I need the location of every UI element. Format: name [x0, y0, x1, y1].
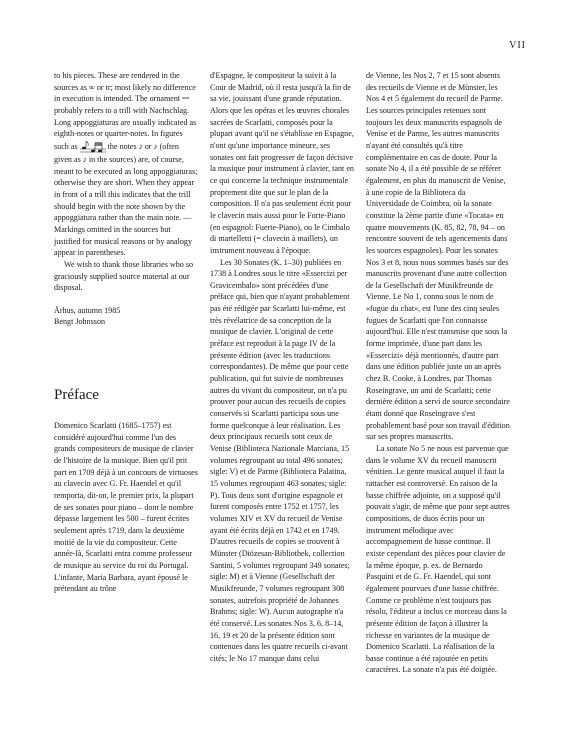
- column-right: [366, 70, 510, 676]
- appoggiatura-figure-notation: [80, 140, 106, 154]
- french-paragraph-sonata-5: La sonate No 5 ne nous est parvenue que dans le volume XV du recueil manuscrit vénitien. Le genre musical auquel il faut la rattacher est controversé. En raison de la basse chiffrée adjointe, on a supposé qu'il pouvait s'agir, de même que pour sept autres compositions, de duos écrits pour un instrument mélodique avec accompagnement de basse continue. Il existe cependant des pièces pour clavier de la même époque, p. ex. de Bernardo Pasquini et de G. Fr. Haendel, qui sont également pourvues d'une basse chiffrée. Comme ce problème n'est toujours pas résolu, l'éditeur a inclus ce morceau dans la présente édition de façon à illustrer la richesse en variantes de la musique de Domenico Scarlatti. La réalisation de la basse continue a été rajoutée en petits caractères. La sonate n'a pas été doigtée.: [366, 444, 510, 675]
- signature-name: Bengt Johnsson: [54, 317, 106, 327]
- english-text-part-1: to his pieces. These are rendered in the sources as ∞ or tr; most likely no difference in execution is intended. The ornament ꟷ probably refers to a trill with Nachschlag. Long appoggiaturas are usually indicated as eighth-notes or quarter-notes. In figures such as: [54, 71, 197, 151]
- english-paragraph-thanks: We wish to thank those libraries who so graciously supplied source material at our disposal.: [54, 259, 194, 293]
- column-left: [54, 70, 198, 595]
- english-paragraph-ornaments: [54, 70, 198, 259]
- english-text-part-2: the notes ♪ or ♪ (often given as ♪ in the sources) are, of course, meant to be executed as long appoggiaturas; otherwise they are short. When they appear in front of a trill this indicates that the trill should begin with the note shown by the appoggiatura rather than the main note. — Markings omitted in the sources but justified for musical reasons or by analogy appear in parentheses.: [54, 141, 198, 258]
- page-number: VII: [509, 40, 526, 51]
- french-paragraph-sources: Les 30 Sonates (K. 1–30) publiées en 1738 à Londres sous le titre «Essercizi per Gravicembalo» sont précédées d'une préface qui, bien que n'ayant probablement pas été rédigée par Scarlatti lui-même, est très révélatrice de sa conception de la musique de clavier. L'original de cette préface est reproduit à la page IV de la présente édition (avec les traductions correspondantes). De même que pour cette publication, qui fut suivie de nombreuses autres du vivant du compositeur, on n'a pu prouver pour aucun des recueils de copies conservés si Scarlatti participa sous une forme quelconque à leur réalisation. Les deux principaux recueils sont ceux de Venise (Biblioteca Nazionale Marciana, 15 volumes regroupant au total 496 sonates; sigle: V) et de Parme (Biblioteca Palatina, 15 volumes regroupant 463 sonates; sigle: P). Tous deux sont d'origine espagnole et furent composés entre 1752 et 1757, les volumes XIV et XV du recueil de Venise ayant été écrits déjà en 1742 et en 1749. D'autres recueils de copies se trouvent à Münster (Diözesan-Bibliothek, collection Santini, 5 volumes regroupant 349 sonates; sigle: M) et à Vienne (Gesellschaft der Musikfreunde, 7 volumes regroupant 308 sonates, autrefois propriété de Johannes Brahms; sigle: W). Aucun autographe n'a été conservé. Les sonates Nos 3, 6, 8–14, 16, 19 et 20 de la présente édition sont contenues dans les quatre recueils ci-avant cités; le No 17 manque dans celui: [210, 257, 350, 663]
- french-paragraph-madrid: d'Espagne, le compositeur la suivit à la Cour de Madrid, où il resta jusqu'à la fin de sa vie, jouissant d'une grande réputation. Alors que les opéras et les œuvres chorales sacrées de Scarlatti, composés pour la plupart avant qu'il ne s'établisse en Espagne, n'ont qu'une importance mineure, ses sonates ont fait progresser de façon décisive la musique pour instrument à clavier, tant en ce qui concerne la technique instrumentale proprement dite que sur le plan de la composition. Il n'a pas seulement écrit pour le clavecin mais aussi pour le Forte-Piano (en espagnol: Fuerte-Piano), ou le Cimbalo di martelletti (= clavecin à maillets), un instrument nouveau à l'époque.: [210, 71, 354, 255]
- signature-place-date: Århus, autumn 1985: [54, 305, 121, 315]
- french-paragraph-intro: Domenico Scarlatti (1685–1757) est considéré aujourd'hui comme l'un des grands compositeurs de musique de clavier de l'histoire de la musique. Bien qu'il prit part en 1709 déjà à un concours de virtuoses au clavecin avec G. Fr. Haendel et qu'il remporta, dit-on, le premier prix, la plupart de ses sonates pour piano – dont le nombre dépasse largement les 500 – furent écrites seulement après 1719, dans la deuxième moitié de la vie du compositeur. Cette année-là, Scarlatti entra comme professeur de musique au service du roi du Portugal. L'infante, Maria Barbara, ayant épousé le prétendant au trône: [54, 421, 198, 594]
- column-middle: [210, 70, 354, 664]
- section-heading-preface: Préface: [54, 387, 99, 404]
- french-paragraph-manuscripts: de Vienne, les Nos 2, 7 et 15 sont absents des recueils de Vienne et de Münster, les Nos 4 et 5 également du recueil de Parme. Les sources principales retenues sont toujours les deux manuscrits espagnols de Venise et de Parme, les autres manuscrits n'ayant été consultés qu'à titre complémentaire en cas de doute. Pour la sonate No 4, il a été possible de se référer également, en plus du manuscrit de Venise, à une copie de la Biblioteca da Universidade de Coimbra, où la sonate constitue la 2ème partie d'une «Tocata» en quatre mouvements (K. 85, 82, 78, 94 – on rencontre souvent de tels agencements dans les sources espagnoles). Pour les sonates Nos 3 et 8, nous nous sommes basés sur des manuscrits provenant d'une autre collection de la Gesellschaft der Musikfreunde de Vienne. Le No 1, connu sous le nom de «fugue du chat», est l'une des cinq seules fugues de Scarlatti que l'on connaisse aujourd'hui. Elle n'est transmise que sous la forme imprimée, d'une part dans les «Essercizi» déjà mentionnés, d'autre part dans une édition publiée juste un an après chez B. Cooke, à Londres, par Thomas Roseingrave, un ami de Scarlatti; cette dernière édition a servi de source secondaire étant donné que Roseingrave s'est probablement basé pour son travail d'édition sur ses propres manuscrits.: [366, 71, 510, 442]
